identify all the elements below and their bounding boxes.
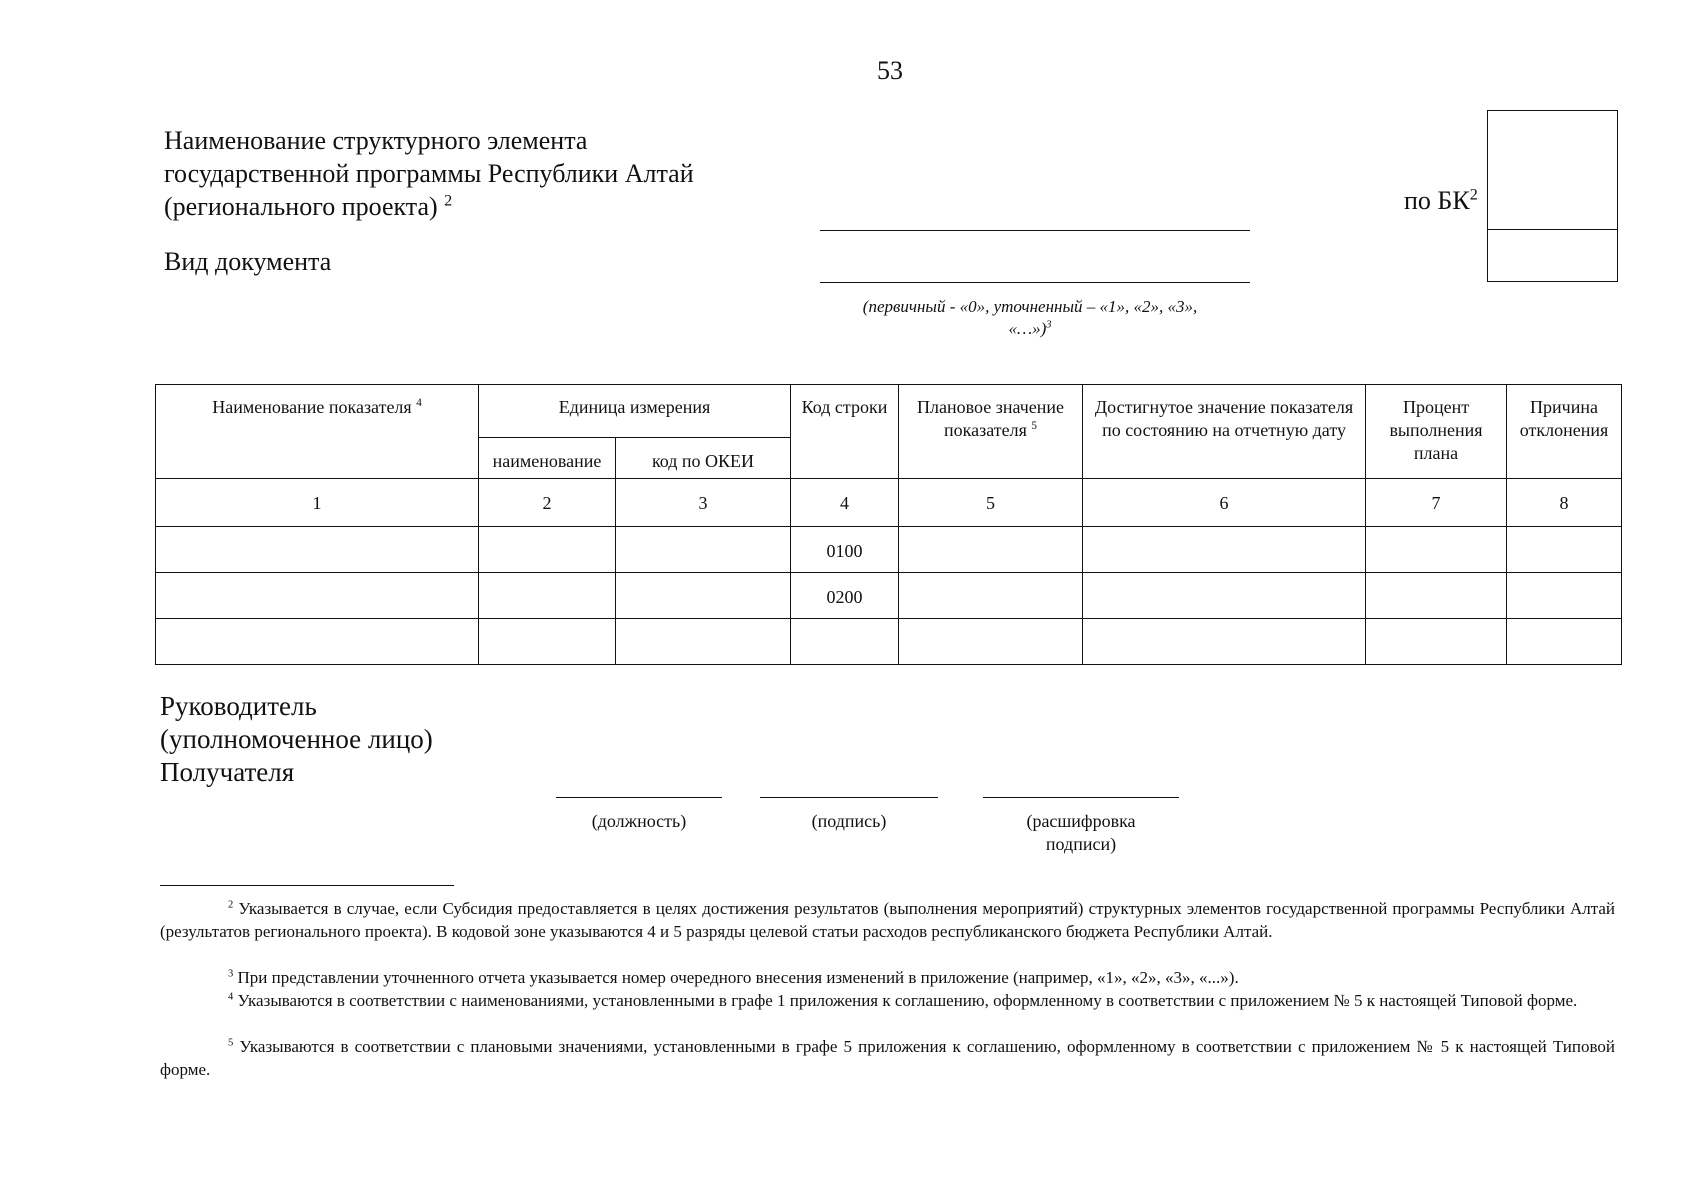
title-line-3-text: (регионального проекта)	[164, 192, 438, 221]
footnote-5-text: Указываются в соответствии с плановыми значениями, установленными в графе 5 приложения к соглашению, оформленному в соответствии с приложением № 5 к настоящей Типовой форме.	[160, 1037, 1615, 1079]
indicator-name-cell[interactable]	[156, 527, 479, 573]
title-footnote-ref: 2	[444, 192, 453, 210]
unit-name-cell[interactable]	[479, 527, 616, 573]
row-code-header: Код строки	[791, 385, 899, 479]
deviation-reason-cell[interactable]	[1507, 573, 1622, 619]
unit-okei-cell[interactable]	[616, 573, 791, 619]
footnote-2-number: 2	[228, 899, 234, 911]
table-row	[156, 527, 1622, 573]
doc-type-label: Вид документа	[164, 247, 332, 276]
achieved-value-cell[interactable]	[1083, 619, 1366, 665]
column-number: 5	[899, 479, 1083, 527]
column-number: 3	[616, 479, 791, 527]
footnote-2-text: Указывается в случае, если Субсидия предоставляется в целях достижения результатов (выполнения мероприятий) структурных элементов государственной программы Республики Алтай (результатов регионального проекта). В кодовой зоне указываются 4 и 5 разряды целевой статьи расходов республиканского бюджета Республики Алтай.	[160, 899, 1616, 941]
unit-name-cell[interactable]	[479, 619, 616, 665]
unit-name-header: наименование	[479, 438, 616, 479]
doc-type-hint-footnote-ref: 3	[1046, 319, 1052, 331]
footnote-3-text: При представлении уточненного отчета указывается номер очередного внесения изменений в приложение (например, «1», «2», «3», «...»).	[237, 968, 1239, 987]
indicators-table	[155, 384, 1622, 665]
indicator-name-header: Наименование показателя $^4$	[156, 385, 479, 479]
bk-label: по $БК^2$	[1404, 186, 1478, 215]
bk-footnote-ref: 2	[1469, 186, 1478, 204]
position-caption: (должность)	[591, 811, 687, 831]
table-row	[156, 573, 1622, 619]
deviation-reason-header: Причина отклонения	[1507, 385, 1622, 479]
doc-type-hint	[820, 296, 1240, 340]
footnote-rule	[160, 885, 454, 886]
percent-complete-header: Процент выполнения плана	[1366, 385, 1507, 479]
achieved-value-header: Достигнутое значение показателя по состоянию на отчетную дату	[1083, 385, 1366, 479]
column-number: 6	[1083, 479, 1366, 527]
doc-type-hint-line-2: «…»)$^3$	[1008, 319, 1052, 338]
signature-entry-line[interactable]	[760, 797, 938, 798]
unit-okei-header: код по ОКЕИ	[616, 438, 791, 479]
column-number: 4	[791, 479, 899, 527]
footnote-3-number: 3	[228, 968, 234, 980]
footnote-5	[160, 1035, 1615, 1081]
unit-okei-cell[interactable]	[616, 619, 791, 665]
footnote-5-number: 5	[228, 1037, 234, 1049]
structural-element-title-line-3	[164, 190, 452, 223]
row-code-cell: 0200	[791, 573, 899, 619]
doc-type-hint-line-1: (первичный - «0», уточненный – «1», «2», «3»,	[862, 297, 1198, 316]
deviation-reason-cell[interactable]	[1507, 619, 1622, 665]
unit-name-cell[interactable]	[479, 573, 616, 619]
deviation-reason-cell[interactable]	[1507, 527, 1622, 573]
column-number: 7	[1366, 479, 1507, 527]
signature-label-line-2: (уполномоченное лицо)	[160, 724, 433, 754]
footnote-4-number: 4	[228, 991, 234, 1003]
footnote-2	[160, 897, 1615, 943]
structural-element-entry-line[interactable]	[820, 230, 1250, 231]
planned-value-cell[interactable]	[899, 527, 1083, 573]
structural-element-title-line-2: государственной программы Республики Алтай	[164, 159, 694, 188]
planned-value-header: Плановое значение показателя $^5$	[899, 385, 1083, 479]
footnote-4	[160, 989, 1615, 1012]
signature-label-line-1: Руководитель	[160, 691, 317, 721]
signature-decode-caption-line-2: подписи)	[1045, 834, 1117, 854]
position-entry-line[interactable]	[556, 797, 722, 798]
unit-group-header: Единица измерения	[479, 385, 791, 438]
percent-complete-cell[interactable]	[1366, 527, 1507, 573]
percent-complete-cell[interactable]	[1366, 619, 1507, 665]
column-number: 1	[156, 479, 479, 527]
structural-element-title-line-1: Наименование структурного элемента	[164, 126, 588, 155]
page-number: 53	[877, 56, 903, 85]
row-code-cell	[791, 619, 899, 665]
bk-code-box[interactable]	[1487, 110, 1618, 282]
signature-caption: (подпись)	[811, 811, 887, 831]
doc-type-entry-line[interactable]	[820, 282, 1250, 283]
row-code-cell: 0100	[791, 527, 899, 573]
achieved-value-cell[interactable]	[1083, 573, 1366, 619]
indicator-name-cell[interactable]	[156, 619, 479, 665]
planned-value-footnote-ref: 5	[1031, 420, 1037, 432]
column-number: 2	[479, 479, 616, 527]
bk-code-box-divider	[1488, 229, 1617, 230]
footnote-3	[160, 966, 1615, 989]
planned-value-cell[interactable]	[899, 573, 1083, 619]
planned-value-cell[interactable]	[899, 619, 1083, 665]
signature-label-line-3: Получателя	[160, 757, 295, 787]
footnote-4-text: Указываются в соответствии с наименованиями, установленными в графе 1 приложения к соглашению, оформленному в соответствии с приложением № 5 к настоящей Типовой форме.	[237, 991, 1578, 1010]
column-number: 8	[1507, 479, 1622, 527]
unit-okei-cell[interactable]	[616, 527, 791, 573]
achieved-value-cell[interactable]	[1083, 527, 1366, 573]
table-row	[156, 619, 1622, 665]
indicator-name-cell[interactable]	[156, 573, 479, 619]
percent-complete-cell[interactable]	[1366, 573, 1507, 619]
signature-decode-caption-line-1: (расшифровка	[1026, 811, 1136, 831]
signature-decode-caption	[983, 810, 1179, 856]
indicator-name-footnote-ref: 4	[416, 397, 422, 409]
signature-decode-entry-line[interactable]	[983, 797, 1179, 798]
